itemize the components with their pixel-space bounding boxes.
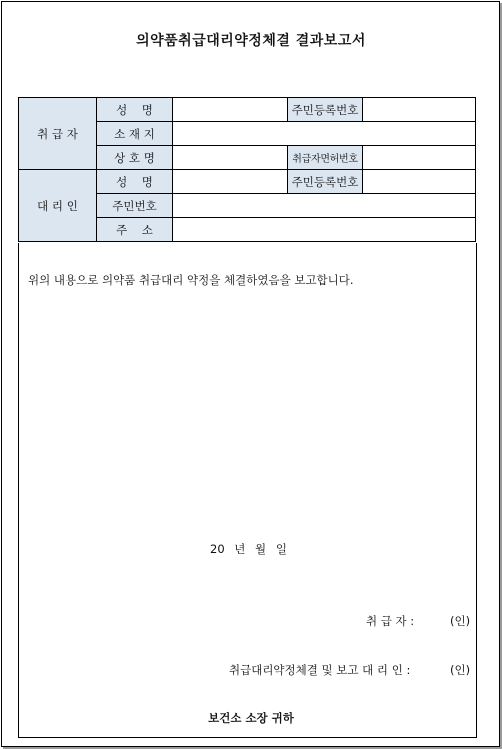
handler-name-field[interactable] — [173, 98, 288, 122]
agent-seal-mark: (인) — [450, 663, 471, 677]
addressee-line: 보건소 소장 귀하 — [208, 711, 294, 725]
handler-address-field[interactable] — [173, 122, 476, 146]
handler-address-label: 소 재 지 — [97, 122, 173, 146]
handler-seal-mark: (인) — [450, 614, 471, 628]
handler-rrn-label: 주민등록번호 — [288, 98, 363, 122]
handler-rrn-field[interactable] — [363, 98, 476, 122]
document-title: 의약품취급대리약정체결 결과보고서 — [136, 33, 366, 49]
handler-license-label: 취급자면허번호 — [288, 146, 363, 170]
report-statement: 위의 내용으로 의약품 취급대리 약정을 체결하였음을 보고합니다. — [28, 273, 354, 287]
agent-rrn-field[interactable] — [363, 170, 476, 194]
agent-name-field[interactable] — [173, 170, 288, 194]
agent-signature-label: 취급대리약정체결 및 보고 대 리 인 : — [229, 663, 411, 677]
agent-address-label: 주 소 — [97, 218, 173, 242]
agent-rrn-label: 주민등록번호 — [288, 170, 363, 194]
handler-business-field[interactable] — [173, 146, 288, 170]
handler-name-label: 성 명 — [97, 98, 173, 122]
date-line: 20 년 월 일 — [210, 542, 287, 556]
agent-name-label: 성 명 — [97, 170, 173, 194]
handler-business-label: 상 호 명 — [97, 146, 173, 170]
agent-rrn-row-label: 주민번호 — [97, 194, 173, 218]
agent-group-label: 대 리 인 — [19, 170, 97, 242]
info-table — [18, 97, 476, 242]
handler-group-label: 취 급 자 — [19, 98, 97, 170]
agent-address-field[interactable] — [173, 218, 476, 242]
agent-rrn-row-field[interactable] — [173, 194, 476, 218]
handler-license-field[interactable] — [363, 146, 476, 170]
handler-signature-label: 취 급 자 : — [366, 614, 415, 628]
